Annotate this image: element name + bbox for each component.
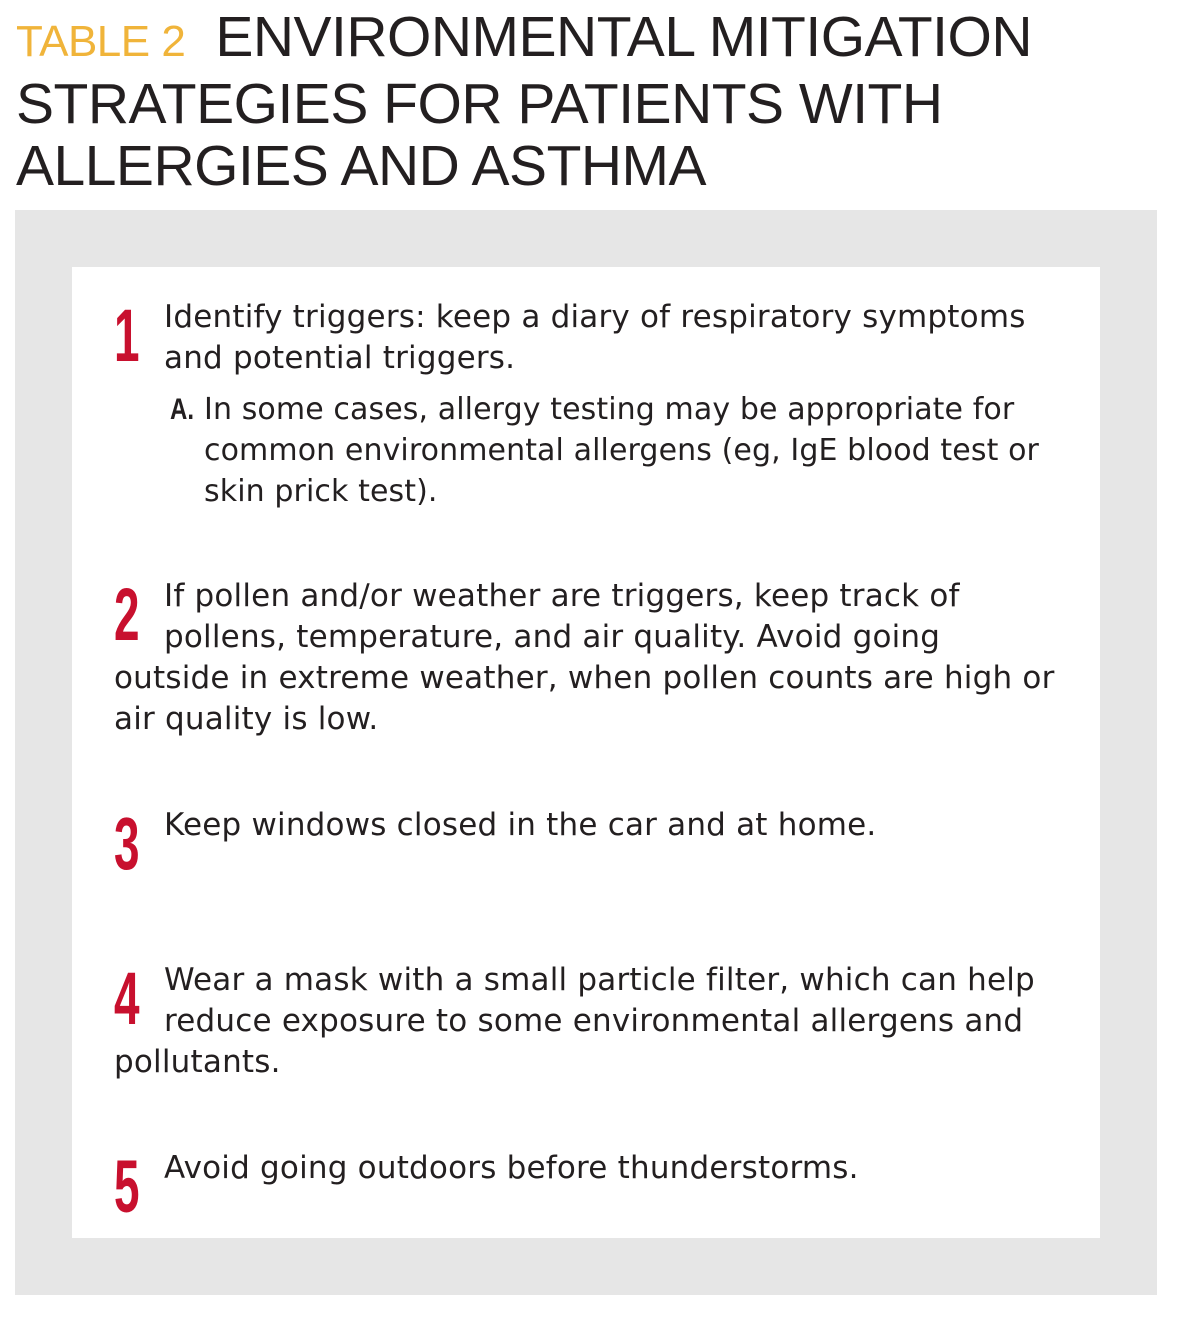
item-number-3: 3 — [114, 802, 140, 885]
item-text-4: Wear a mask with a small particle filter, which can help reduce exposure to some environmental allergens and pollutants. — [114, 962, 1035, 1080]
table-number: 2 — [161, 17, 186, 66]
list-item-1 — [114, 294, 1064, 379]
item-number-5: 5 — [114, 1145, 140, 1228]
table-title — [16, 6, 1166, 197]
page-title: ENVIRONMENTAL MITIGATION STRATEGIES FOR PATIENTS WITH ALLERGIES AND ASTHMA — [16, 5, 1032, 198]
item-text-2: If pollen and/or weather are triggers, keep track of pollens, temperature, and air quality. Avoid going outside in extreme weather, when pollen counts are high or air quality is low. — [114, 578, 1055, 737]
sub-item-label: A. — [170, 393, 194, 426]
sub-item-text: In some cases, allergy testing may be appropriate for common environmental allergens (eg, IgE blood test or skin prick test). — [204, 392, 1039, 509]
table-tag — [16, 17, 185, 66]
item-number-4: 4 — [114, 957, 140, 1040]
list-item-3 — [114, 802, 1064, 887]
item-number-1: 1 — [114, 294, 140, 377]
item-text-3: Keep windows closed in the car and at home. — [164, 807, 877, 843]
list-item-5 — [114, 1145, 1064, 1230]
list-item-2 — [114, 573, 1064, 740]
item-text-1: Identify triggers: keep a diary of respiratory symptoms and potential triggers. — [164, 299, 1026, 376]
table-word: TABLE — [16, 17, 150, 66]
sub-item-a — [170, 389, 1060, 512]
item-number-2: 2 — [114, 573, 140, 656]
item-text-5: Avoid going outdoors before thunderstorms. — [164, 1150, 859, 1186]
list-item-4 — [114, 957, 1064, 1083]
